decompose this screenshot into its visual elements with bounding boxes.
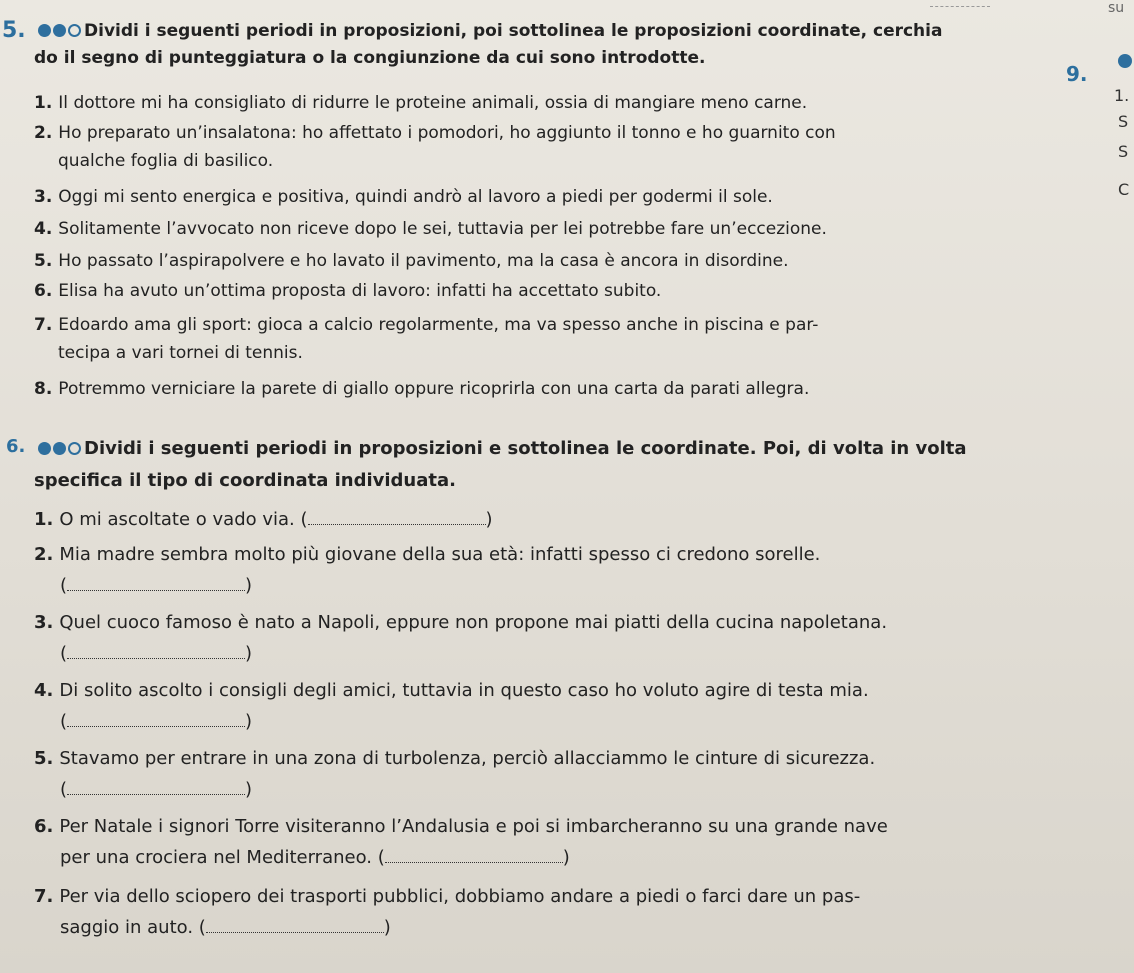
difficulty-dot-filled <box>53 24 66 37</box>
ex6-item: 3. Quel cuoco famoso è nato a Napoli, eppure non propone mai piatti della cucina napoletana. <box>34 612 888 633</box>
exercise-6-instruction: Dividi i seguenti periodi in proposizioni e sottolinea le coordinate. Poi, di volta in volta <box>84 438 967 459</box>
difficulty-dot-empty <box>68 442 81 455</box>
ex5-item-cont: tecipa a vari tornei di tennis. <box>58 343 303 363</box>
margin-difficulty-dot <box>1118 54 1132 68</box>
answer-blank[interactable] <box>206 916 384 933</box>
answer-blank[interactable] <box>67 710 245 727</box>
answer-blank[interactable] <box>67 642 245 659</box>
ex5-item: 5. Ho passato l’aspirapolvere e ho lavato il pavimento, ma la casa è ancora in disordine. <box>34 251 789 271</box>
ex6-item-cont: per una crociera nel Mediterraneo. ( ) <box>60 847 570 868</box>
exercise-6-instruction-cont: specifica il tipo di coordinata individuata. <box>34 470 456 491</box>
ex6-answer-line: ( ) <box>60 711 253 732</box>
ex5-item: 1. Il dottore mi ha consigliato di ridurre le proteine animali, ossia di mangiare meno carne. <box>34 93 808 113</box>
difficulty-dots <box>38 442 81 455</box>
corner-text: su <box>1108 0 1125 16</box>
answer-blank[interactable] <box>67 778 245 795</box>
ex6-item-cont: saggio in auto. ( ) <box>60 917 391 938</box>
ex6-item: 5. Stavamo per entrare in una zona di turbolenza, perciò allacciammo le cinture di sicurezza. <box>34 748 876 769</box>
answer-blank[interactable] <box>308 508 486 525</box>
ex5-item: 4. Solitamente l’avvocato non riceve dopo le sei, tuttavia per lei potrebbe fare un’eccezione. <box>34 219 827 239</box>
difficulty-dot-filled <box>38 442 51 455</box>
margin-char: C <box>1118 180 1130 199</box>
exercise-5-number: 5. <box>2 18 26 43</box>
ex6-item: 1. O mi ascoltate o vado via. ( ) <box>34 509 493 530</box>
margin-char: S <box>1118 142 1129 161</box>
difficulty-dot-empty <box>68 24 81 37</box>
difficulty-dot-filled <box>38 24 51 37</box>
ex5-item: 8. Potremmo verniciare la parete di giallo oppure ricoprirla con una carta da parati allegra. <box>34 379 810 399</box>
exercise-5-instruction-cont: do il segno di punteggiatura o la congiunzione da cui sono introdotte. <box>34 48 706 68</box>
ex6-item: 2. Mia madre sembra molto più giovane della sua età: infatti spesso ci credono sorelle. <box>34 544 821 565</box>
difficulty-dots <box>38 24 81 37</box>
ex6-answer-line: ( ) <box>60 575 253 596</box>
margin-exercise-number: 9. <box>1066 62 1088 86</box>
answer-blank[interactable] <box>67 574 245 591</box>
difficulty-dot-filled <box>53 442 66 455</box>
margin-char: 1. <box>1114 86 1130 105</box>
ex5-item-cont: qualche foglia di basilico. <box>58 151 274 171</box>
answer-blank[interactable] <box>385 846 563 863</box>
exercise-5-instruction: Dividi i seguenti periodi in proposizioni, poi sottolinea le proposizioni coordinate, cerchia <box>84 21 943 41</box>
ex5-item: 6. Elisa ha avuto un’ottima proposta di lavoro: infatti ha accettato subito. <box>34 281 662 301</box>
margin-char: S <box>1118 112 1129 131</box>
ex5-item: 2. Ho preparato un’insalatona: ho affettato i pomodori, ho aggiunto il tonno e ho guarnito con <box>34 123 836 143</box>
ex6-answer-line: ( ) <box>60 779 253 800</box>
ex5-item: 7. Edoardo ama gli sport: gioca a calcio regolarmente, ma va spesso anche in piscina e par- <box>34 315 819 335</box>
ex6-item: 4. Di solito ascolto i consigli degli amici, tuttavia in questo caso ho voluto agire di testa mia. <box>34 680 869 701</box>
ex6-item: 7. Per via dello sciopero dei trasporti pubblici, dobbiamo andare a piedi o farci dare un pas- <box>34 886 861 907</box>
ex5-item: 3. Oggi mi sento energica e positiva, quindi andrò al lavoro a piedi per godermi il sole. <box>34 187 773 207</box>
exercise-6-number: 6. <box>6 436 26 457</box>
corner-dotted-line <box>930 6 990 7</box>
ex6-answer-line: ( ) <box>60 643 253 664</box>
ex6-item: 6. Per Natale i signori Torre visiteranno l’Andalusia e poi si imbarcheranno su una grande nave <box>34 816 888 837</box>
